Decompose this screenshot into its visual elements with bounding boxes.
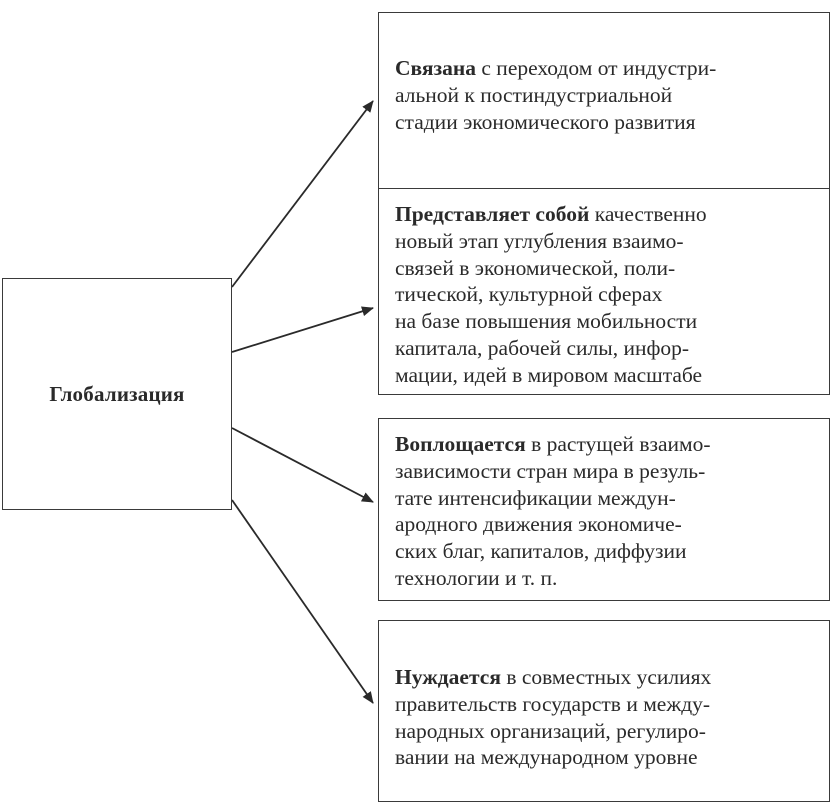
feature-line: технологии и т. п.: [395, 565, 558, 590]
feature-line: на базе повышения мобильности: [395, 309, 698, 334]
feature-line: вании на международном уровне: [395, 745, 698, 770]
feature-line: ародного движения экономиче-: [395, 512, 682, 537]
feature-box-transition: [378, 12, 830, 193]
feature-keyword: Воплощается: [395, 432, 526, 456]
feature-line: ских благ, капиталов, диффузии: [395, 539, 687, 564]
feature-line: мации, идей в мировом масштабе: [395, 362, 703, 387]
feature-line: капитала, рабочей силы, инфор-: [395, 335, 690, 360]
feature-keyword: Нуждается: [395, 665, 501, 689]
feature-keyword: Связана: [395, 56, 477, 80]
globalization-box: [2, 278, 232, 510]
feature-line: альной к постиндустриальной: [395, 82, 673, 107]
feature-box-new-stage: [378, 188, 830, 395]
feature-line: Воплощается в растущей взаимо-: [395, 432, 711, 456]
arrow-to-box-2: [232, 308, 373, 352]
feature-line: связей в экономической, поли-: [395, 255, 676, 280]
feature-line: правительств государств и между-: [395, 691, 711, 716]
feature-line: тической, культурной сферах: [395, 282, 663, 307]
arrow-to-box-4: [232, 500, 373, 703]
feature-line: стадии экономического развития: [395, 109, 696, 134]
feature-line: Связана с переходом от индустри-: [395, 56, 717, 80]
feature-line: Представляет собой качественно: [395, 202, 707, 226]
arrow-to-box-3: [232, 428, 373, 502]
feature-line: Нуждается в совместных усилиях: [395, 665, 712, 689]
feature-line: тате интенсификации междун-: [395, 485, 676, 510]
feature-line: новый этап углубления взаимо-: [395, 228, 684, 253]
feature-box-interdependence: [378, 418, 830, 601]
feature-line: зависимости стран мира в резуль-: [395, 458, 706, 483]
feature-box-cooperation: [378, 620, 830, 802]
globalization-label: Глобализация: [49, 381, 185, 406]
feature-line: народных организаций, регулиро-: [395, 718, 706, 743]
arrow-to-box-1: [232, 101, 373, 287]
feature-keyword: Представляет собой: [395, 202, 590, 226]
